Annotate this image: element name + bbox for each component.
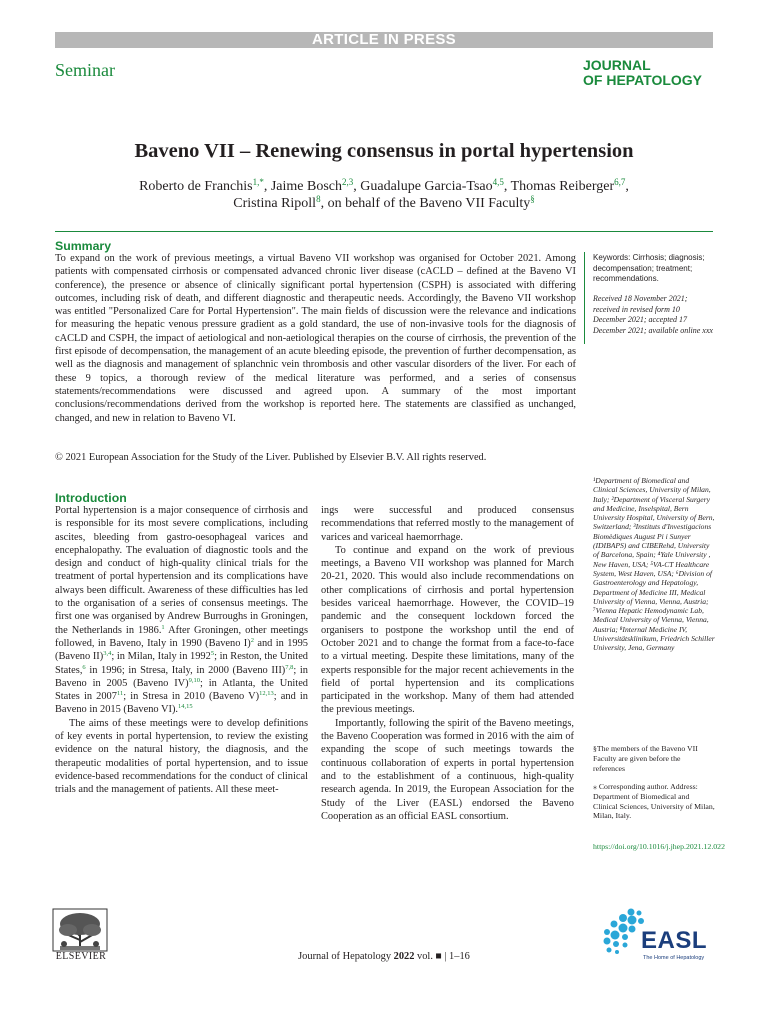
text-run: ; and in Baveno in 2015 (Baveno VI).: [55, 691, 308, 716]
text-run: ; in Reston, the United States,: [55, 651, 309, 676]
author-separator: ,: [263, 179, 271, 194]
doi-link[interactable]: https://doi.org/10.1016/j.jhep.2021.12.022: [593, 842, 725, 851]
paragraph: [55, 717, 308, 797]
text-run: ings were successful and produced consensus recommendations that referred mostly to the management of varices and variceal haemorrhage.: [321, 505, 574, 543]
text-run: ; in Baveno in 2005 (Baveno IV): [55, 664, 308, 689]
author-separator: ,: [503, 179, 511, 194]
footer-year: 2022: [393, 951, 415, 962]
author-name: Guadalupe Garcia-Tsao: [360, 179, 493, 194]
author-affiliation-mark[interactable]: 2,3: [342, 177, 354, 187]
footer-volume: vol. ■ | 1–16: [414, 951, 470, 962]
author-separator: ,: [353, 179, 361, 194]
summary-divider: [55, 231, 713, 232]
citation-link[interactable]: 14,15: [178, 703, 193, 711]
author-separator: ,: [320, 196, 328, 211]
paragraph: [55, 504, 308, 717]
paragraph: [321, 717, 574, 823]
introduction-column-1: [55, 504, 308, 797]
author-affiliation-mark[interactable]: 4,5: [492, 177, 504, 187]
author-name: Roberto de Franchis: [139, 179, 253, 194]
faculty-note: §The members of the Baveno VII Faculty are given before the references: [593, 744, 698, 773]
copyright-notice: © 2021 European Association for the Study of the Liver. Published by Elsevier B.V. All rights reserved.: [55, 452, 487, 463]
paragraph: [321, 544, 574, 717]
author-name: Jaime Bosch: [270, 179, 343, 194]
author-name: on behalf of the Baveno VII Faculty: [327, 196, 531, 211]
introduction-heading: Introduction: [55, 491, 127, 505]
author-name: Thomas Reiberger: [510, 179, 615, 194]
text-run: After Groningen, other meetings followed, in Baveno, Italy in 1990 (Baveno I): [55, 624, 308, 649]
citation-link[interactable]: 7,8: [285, 663, 294, 671]
sidebar-divider: [584, 252, 585, 344]
journal-logo: [583, 58, 723, 88]
citation-link[interactable]: 1: [161, 623, 165, 631]
author-affiliation-mark[interactable]: §: [530, 194, 535, 204]
author-list: [90, 178, 678, 212]
corresponding-author: ⁎ Corresponding author. Address: Department of Biomedical and Clinical Sciences, University of Milan, Milan, Italy.: [593, 782, 715, 821]
text-run: ; in Stresa in 2010 (Baveno V): [123, 691, 260, 703]
author-name: Cristina Ripoll: [233, 196, 317, 211]
summary-heading: Summary: [55, 239, 112, 253]
text-run: To continue and expand on the work of previous meetings, a Baveno VII workshop was planned for March 20-21, 2020. This would also include recommendations on other complications of cirrhosis and portal hypertension besides variceal haemorrhage. However, the COVID–19 pandemic and the consequent lockdown forced the organisers to postpone the workshop until the end of October 2021 and to change the format from a face-to-face to a virtual meeting. Despite these limitations, many of the experts responsible for the major recent achievements in the field of portal hypertension and its complications participated in the workshop. Many of them had attended the previous meetings.: [321, 544, 574, 716]
article-title: Baveno VII – Renewing consensus in portal hypertension: [134, 140, 634, 162]
text-run: Portal hypertension is a major consequence of cirrhosis and is responsible for its most severe complications, including ascites, bleeding from gastro-oesophageal varices and encephalopathy. The evaluation of diagnostic tools and the design and conduct of high-quality clinical trials for the treatment of portal hypertension and its complications have always been difficult. Awareness of these difficulties has led to the organisation of a series of consensus meetings. The first one was organised by Andrew Burroughs in Groningen, the Netherlands in 1986.: [55, 505, 308, 636]
citation-link[interactable]: 12,13: [259, 690, 274, 698]
article-in-press-banner: ARTICLE IN PRESS: [55, 32, 713, 48]
text-run: and in 1995 (Baveno II): [55, 637, 308, 663]
author-affiliation-mark[interactable]: 8: [316, 194, 321, 204]
elsevier-wordmark: ELSEVIER: [55, 951, 107, 962]
text-run: ; in Atlanta, the United States in 2007: [55, 677, 308, 703]
section-label: Seminar: [55, 60, 115, 80]
easl-wordmark: EASL: [641, 927, 708, 954]
citation-link[interactable]: 9,10: [188, 676, 201, 684]
easl-tagline: The Home of Hepatology: [643, 955, 705, 961]
text-run: in 1996; in Stresa, Italy, in 2000 (Baveno III): [85, 664, 286, 676]
affiliations: ¹Department of Biomedical and Clinical Sciences, University of Milan, Italy; ²Department of Visceral Surgery and Medicine, Inselspital, Bern University Hospital, University of Bern, Switzerland; ³Instituts d'Investigacions Biomèdiques August Pi i Sunyer (IDIBAPS) and CIBERehd, University of Barcelona, Spain; ⁴Yale University , New Haven, USA; ⁵VA-CT Healthcare System, West Haven, USA; ⁶Division of Gastroenterology and Hepatology, Department of Medicine III, Medical University of Vienna, Vienna, Austria; ⁷Vienna Hepatic Hemodynamic Lab, Medical University of Vienna, Vienna, Austria; ⁸Internal Medicine IV, Universitätsklinikum, Friedrich Schiller University, Jena, Germany: [593, 476, 715, 653]
summary-text: To expand on the work of previous meetings, a virtual Baveno VII workshop was organised for October 2021. Among patients with compensated cirrhosis or compensated advanced chronic liver disease (cACLD – defined at the Baveno VI conference), the presence or absence of clinically significant portal hypertension (CSPH) is associated with differing outcomes, including risk of death, and different diagnostic and therapeutic needs. Accordingly, the Baveno VII workshop was entitled "Personalized Care for Portal Hypertension". The main fields of discussion were the relevance and indications for measuring the hepatic venous pressure gradient as a gold standard, the use of non-invasive tools for the diagnosis of cACLD and CSPH, the impact of aetiological and non-aetiological therapies on the course of cirrhosis, the prevention of the first episode of decompensation, the management of an acute bleeding episode, the prevention of further decompensation, as well as the diagnosis and management of splanchnic vein thrombosis and other vascular disorders of the liver. For each of these 9 topics, a thorough review of the medical literature was performed, and a series of consensus statements/recommendations were discussed and agreed upon. A summary of the most important conclusions/recommendations derived from the workshop is reported here. The statements are classified as unchanged, changed, and new in relation to Baveno VI.: [55, 253, 576, 424]
text-run: The aims of these meetings were to develop definitions of key events in portal hypertension, to review the existing evidence on the natural history, the diagnosis, and the therapeutic modalities of portal hypertension, and to issue evidence-based recommendations for the conduct of clinical trials and the management of patients. All these meet-: [55, 717, 308, 796]
keywords: Keywords: Cirrhosis; diagnosis; decompensation; treatment; recommendations.: [593, 253, 705, 283]
author-affiliation-mark[interactable]: 1,*: [252, 177, 264, 187]
text-run: Importantly, following the spirit of the Baveno meetings, the Baveno Cooperation was formed in 2016 with the aim of expanding the scope of such meetings towards the continuous collaboration of experts in portal hypertension and to the establishment of a continuous, high-quality research agenda. In 2019, the European Association for the Study of the Liver (EASL) endorsed the Baveno Cooperation as an official EASL consortium.: [321, 717, 574, 822]
citation-link[interactable]: 5: [210, 650, 215, 658]
citation-link[interactable]: 3,4: [103, 650, 112, 658]
introduction-column-2: [321, 504, 574, 823]
author-separator: ,: [625, 179, 629, 194]
citation-link[interactable]: 6: [82, 663, 86, 671]
citation-link[interactable]: 2: [250, 636, 254, 644]
received-dates: Received 18 November 2021; received in revised form 10 December 2021; accepted 17 December 2021; available online xxx: [593, 294, 713, 335]
paragraph: [321, 504, 574, 544]
author-affiliation-mark[interactable]: 6,7: [614, 177, 626, 187]
citation-link[interactable]: 11: [116, 690, 124, 698]
footer-journal: Journal of Hepatology: [298, 951, 394, 962]
journal-logo-line1: JOURNAL: [583, 57, 651, 73]
journal-logo-line2: OF HEPATOLOGY: [583, 72, 703, 88]
text-run: ; in Milan, Italy in 1992: [111, 651, 211, 663]
